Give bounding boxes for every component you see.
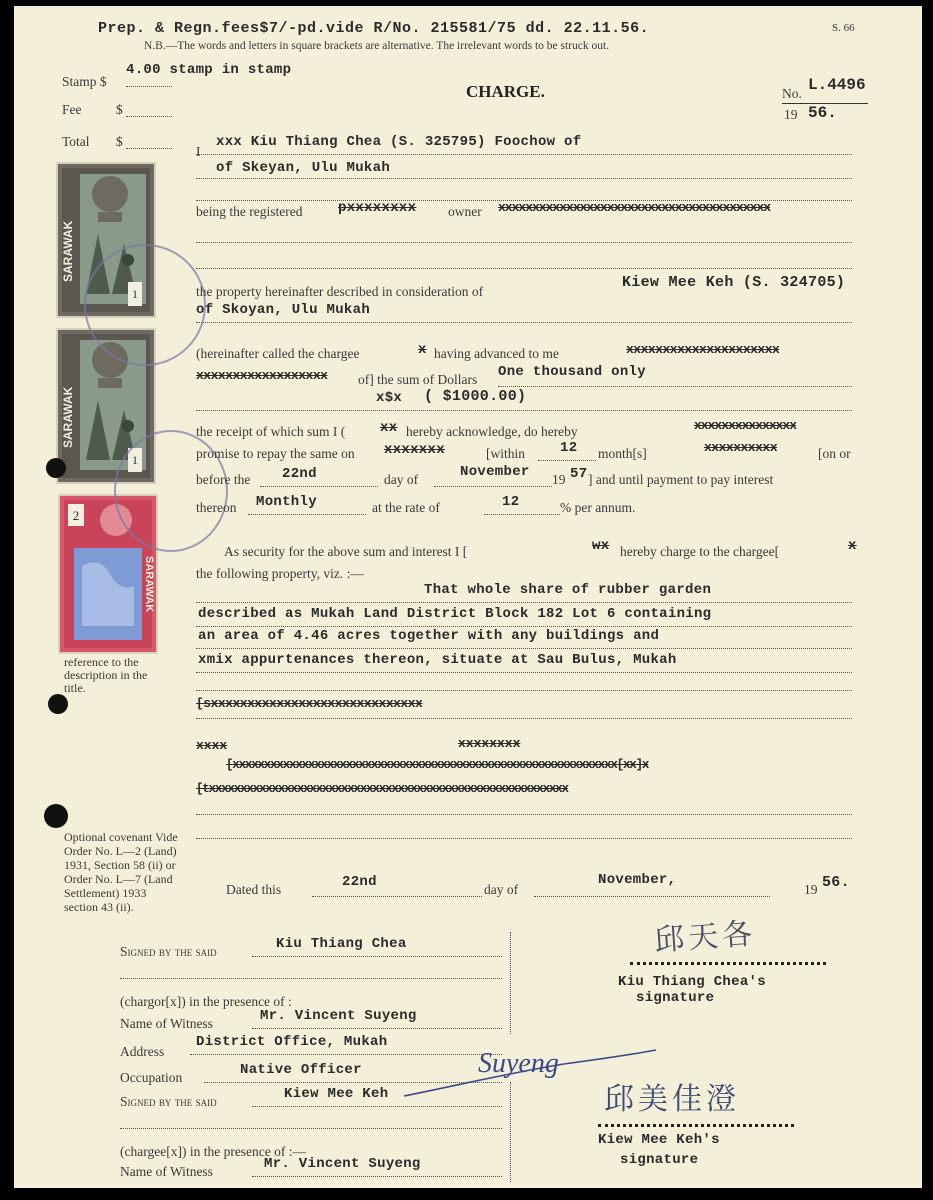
- chargee-sign-name: Kiew Mee Keh: [284, 1086, 389, 1102]
- owner-dots-1: [196, 242, 852, 243]
- property-dots-1: [196, 602, 852, 603]
- sum-figure: ( $1000.00): [424, 388, 527, 405]
- prep-fees-line: Prep. & Regn.fees$7/-pd.vide R/No. 215581/75 dd. 22.11.56.: [98, 20, 650, 37]
- stamp-1-country: SARAWAK: [61, 220, 75, 282]
- rate-value: 12: [502, 494, 520, 510]
- hereinafter-text: (hereinafter called the chargee: [196, 346, 360, 361]
- occupation-label: Occupation: [120, 1070, 183, 1085]
- stamp-value: 4.00 stamp in stamp: [126, 62, 292, 78]
- signed-label-2: Signed by the said: [120, 1094, 217, 1109]
- struck-line-2b: xxxxxxxx: [458, 736, 521, 751]
- witness-signature-text: Suyeng: [478, 1048, 559, 1079]
- period-dots: [248, 514, 366, 515]
- property-line-1: That whole share of rubber garden: [424, 582, 712, 598]
- chargee-dots: [196, 322, 852, 323]
- months-dots: [538, 460, 596, 461]
- struck-dots-1: [196, 718, 852, 719]
- i-label: I: [196, 144, 201, 159]
- stamp-1-value: 1: [132, 287, 138, 301]
- no-label: No.: [782, 86, 802, 101]
- fee-label: Fee: [62, 102, 82, 117]
- dated-day-of: day of: [484, 882, 519, 897]
- covenant-note: Optional covenant Vide Order No. L—2 (Land) 1931, Section 58 (ii) or Order No. L—7 (Land Settlement) 1933 section 43 (ii).: [64, 830, 178, 914]
- month-value: November: [460, 464, 530, 480]
- signed-dots-3: [252, 1106, 502, 1107]
- day-value: 22nd: [282, 466, 317, 482]
- rate-text: at the rate of: [372, 500, 440, 515]
- nb-note: N.B.—The words and letters in square brackets are alternative. The irrelevant words to be struck out.: [144, 40, 610, 52]
- chargee-chinese-signature: 邱美佳澄: [604, 1083, 740, 1116]
- chargee-presence: (chargee[x]) in the presence of :—: [120, 1144, 307, 1159]
- rate-dots: [484, 514, 560, 515]
- reference-note: reference to the description in the title.: [64, 655, 148, 695]
- stamp-dots: [126, 86, 172, 87]
- charge-document: [14, 6, 922, 1188]
- chargor-sig-caption-1: Kiu Thiang Chea's: [618, 974, 766, 990]
- stamp-label: Stamp $: [62, 74, 107, 89]
- struck-line-3: [xxxxxxxxxxxxxxxxxxxxxxxxxxxxxxxxxxxxxxxxxxxxxxxxxxxxxxxxxxxxx[xx]x: [226, 758, 649, 772]
- chargee-sig-caption-1: Kiew Mee Keh's: [598, 1132, 720, 1148]
- security-strike: wx: [592, 538, 610, 554]
- witness-name-1: Mr. Vincent Suyeng: [260, 1008, 417, 1024]
- months-label: month[s]: [598, 446, 647, 461]
- chargee-sig-caption-2: signature: [620, 1152, 699, 1168]
- struck-dots-3: [196, 838, 852, 839]
- struck-line-4: [txxxxxxxxxxxxxxxxxxxxxxxxxxxxxxxxxxxxxxxxxxxxxxxxxxxxxxxxx: [196, 782, 568, 796]
- witness-name-2: Mr. Vincent Suyeng: [264, 1156, 421, 1172]
- struck-dots-2: [196, 814, 852, 815]
- interest-period: Monthly: [256, 494, 317, 510]
- dated-day-dots: [312, 896, 482, 897]
- owner-label: owner: [448, 204, 482, 219]
- registered-text: being the registered: [196, 204, 303, 219]
- signed-dots-1: [252, 956, 502, 957]
- security-strike-2: x: [848, 538, 857, 554]
- stamp-3-country: SARAWAK: [143, 556, 155, 613]
- document-title: CHARGE.: [466, 82, 545, 101]
- punch-hole-3: [44, 804, 68, 828]
- total-dollar: $: [116, 134, 123, 149]
- fee-dots: [126, 116, 172, 117]
- witness-label-2: Name of Witness: [120, 1164, 213, 1179]
- witness-label-1: Name of Witness: [120, 1016, 213, 1031]
- owner-dots-2: [196, 268, 852, 269]
- until-text: ] and until payment to pay interest: [588, 472, 774, 487]
- sum-words: One thousand only: [498, 364, 646, 380]
- punch-hole-1: [46, 458, 66, 478]
- per-annum: % per annum.: [560, 500, 636, 515]
- chargor-dots-2: [196, 178, 852, 179]
- property-dots-3: [196, 648, 852, 649]
- stamp-3-value: 2: [72, 508, 80, 523]
- address-value: District Office, Mukah: [196, 1034, 388, 1050]
- occupation-value: Native Officer: [240, 1062, 362, 1078]
- advanced-strike: xxxxxxxxxxxxxxxxxxxxx: [626, 342, 780, 357]
- property-line-2: described as Mukah Land District Block 182 Lot 6 containing: [198, 606, 712, 622]
- month-dots: [434, 486, 552, 487]
- property-dots-5: [196, 690, 852, 691]
- dated-year-prefix: 19: [804, 882, 818, 897]
- witness-dots-1: [252, 1028, 502, 1029]
- receipt-strike: xx: [380, 420, 398, 436]
- dated-month: November,: [598, 872, 677, 888]
- stamp-2-value: 1: [132, 453, 138, 467]
- chargor-line2: of Skeyan, Ulu Mukah: [216, 160, 391, 176]
- chargor-sig-caption-2: signature: [636, 990, 715, 1006]
- signed-dots-4: [120, 1128, 502, 1129]
- within-label: [within: [486, 446, 525, 461]
- year-prefix: 19: [552, 472, 566, 487]
- dated-day: 22nd: [342, 874, 377, 890]
- no-value: L.4496: [808, 76, 866, 94]
- witness-dots-2: [252, 1176, 502, 1177]
- total-label: Total: [62, 134, 90, 149]
- property-dots-4: [196, 672, 852, 673]
- postmark-1: [84, 244, 206, 366]
- registered-strike: pxxxxxxxx: [338, 200, 417, 216]
- on-or: [on or: [818, 446, 851, 461]
- stamp-2-country: SARAWAK: [61, 386, 75, 448]
- chargor-presence: (chargor[x]) in the presence of :: [120, 994, 292, 1009]
- chargor-sig-line: [630, 962, 826, 965]
- months-value: 12: [560, 440, 578, 456]
- form-number: S. 66: [832, 22, 855, 34]
- sum-strike: xxxxxxxxxxxxxxxxxx: [196, 368, 328, 383]
- struck-line-1: [sxxxxxxxxxxxxxxxxxxxxxxxxxxxxx: [196, 696, 423, 711]
- dated-year: 56.: [822, 874, 850, 891]
- property-viz: the following property, viz. :—: [196, 566, 364, 581]
- owner-strike: xxxxxxxxxxxxxxxxxxxxxxxxxxxxxxxxxxxxxxxx: [498, 200, 771, 215]
- signed-dots-2: [120, 978, 502, 979]
- thereon-label: thereon: [196, 500, 237, 515]
- struck-line-2a: xxxx: [196, 738, 228, 753]
- security-text: As security for the above sum and interest I [: [224, 544, 468, 559]
- before-the: before the: [196, 472, 251, 487]
- advanced-text: having advanced to me: [434, 346, 559, 361]
- chargor-sign-name: Kiu Thiang Chea: [276, 936, 407, 952]
- day-of: day of: [384, 472, 419, 487]
- consideration-text: the property hereinafter described in consideration of: [196, 284, 484, 299]
- hereinafter-strike: x: [418, 342, 427, 358]
- property-line-4: xmix appurtenances thereon, situate at Sau Bulus, Mukah: [198, 652, 677, 668]
- punch-hole-2: [48, 694, 68, 714]
- sum-dots: [498, 386, 852, 387]
- chargor-dots: [196, 154, 852, 155]
- sum-figure-dots: [196, 410, 852, 411]
- chargor-line: xxx Kiu Thiang Chea (S. 325795) Foochow of: [216, 134, 582, 150]
- chargee-sig-line: [598, 1124, 794, 1127]
- signed-label-1: Signed by the said: [120, 944, 217, 959]
- day-dots: [260, 486, 378, 487]
- fee-dollar: $: [116, 102, 123, 117]
- total-dots: [126, 148, 172, 149]
- no-year-prefix: 19: [784, 107, 798, 122]
- promise-text: promise to repay the same on: [196, 446, 355, 461]
- dated-month-dots: [534, 896, 770, 897]
- promise-strike: xxxxxxx: [384, 442, 445, 458]
- property-line-3: an area of 4.46 acres together with any buildings and: [198, 628, 660, 644]
- dated-label: Dated this: [226, 882, 282, 897]
- receipt-text: the receipt of which sum I (: [196, 424, 346, 439]
- year-value: 57: [570, 466, 588, 482]
- receipt-rest: hereby acknowledge, do hereby: [406, 424, 578, 439]
- after-strike: xxxxxxxxxx: [704, 440, 778, 455]
- property-dots-2: [196, 626, 852, 627]
- brace-line-1: [510, 932, 511, 1034]
- address-label: Address: [120, 1044, 165, 1059]
- security-rest: hereby charge to the chargee[: [620, 544, 780, 559]
- receipt-strike-2: xxxxxxxxxxxxxxx: [694, 418, 797, 433]
- no-year-value: 56.: [808, 104, 837, 122]
- chargor-chinese-signature: 邱天各: [653, 917, 758, 958]
- chargee-line2: of Skoyan, Ulu Mukah: [196, 302, 371, 318]
- sum-of: of] the sum of Dollars: [358, 372, 478, 387]
- sum-figure-prefix: x$x: [376, 390, 403, 406]
- chargee-name: Kiew Mee Keh (S. 324705): [622, 274, 846, 291]
